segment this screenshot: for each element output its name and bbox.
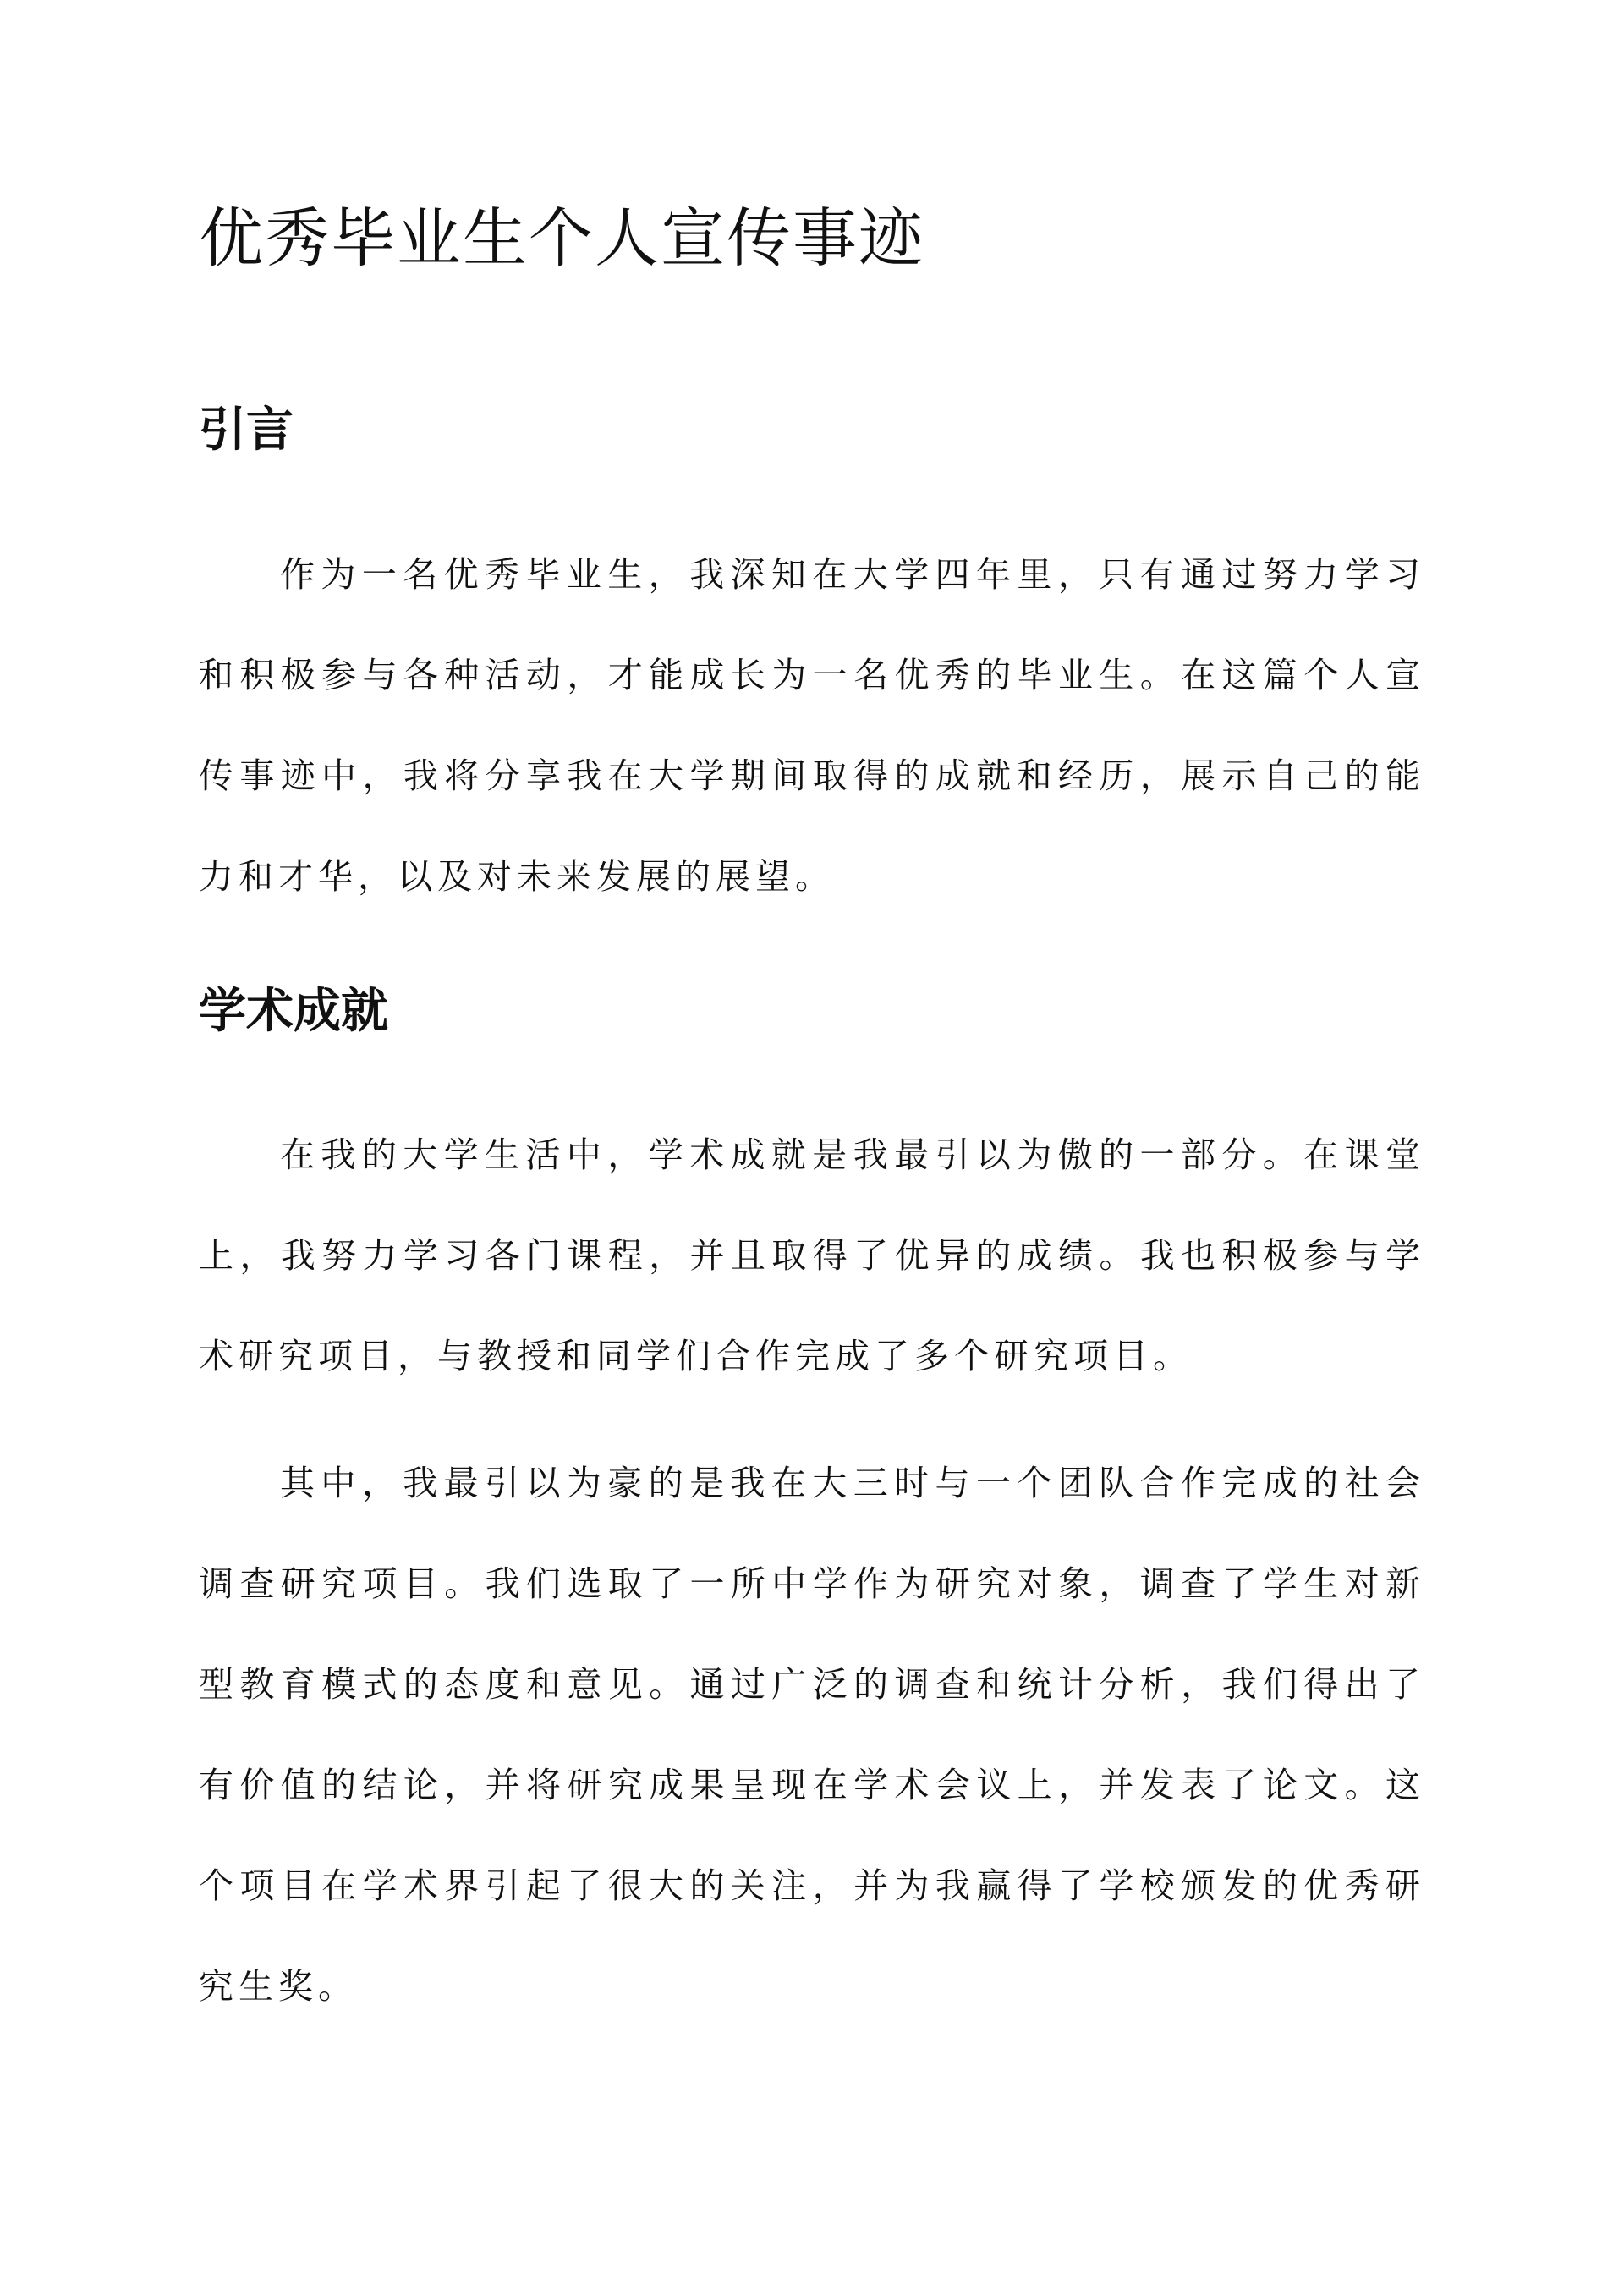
introduction-paragraph: 作为一名优秀毕业生，我深知在大学四年里，只有通过努力学习和积极参与各种活动，才能成长为一名优秀的毕业生。在这篇个人宣传事迹中，我将分享我在大学期间取得的成就和经历，展示自己的能力和才华，以及对未来发展的展望。	[199, 554, 1425, 897]
academic-achievements-heading: 学术成就	[199, 983, 388, 1039]
academic-achievements-paragraph-1: 在我的大学生活中，学术成就是我最引以为傲的一部分。在课堂上，我努力学习各门课程，并且取得了优异的成绩。我也积极参与学术研究项目，与教授和同学们合作完成了多个研究项目。	[199, 1134, 1425, 1376]
introduction-heading: 引言	[199, 402, 294, 458]
document-title: 优秀毕业生个人宣传事迹	[199, 200, 924, 276]
academic-achievements-paragraph-2: 其中，我最引以为豪的是我在大三时与一个团队合作完成的社会调查研究项目。我们选取了一所中学作为研究对象，调查了学生对新型教育模式的态度和意见。通过广泛的调查和统计分析，我们得出了有价值的结论，并将研究成果呈现在学术会议上，并发表了论文。这个项目在学术界引起了很大的关注，并为我赢得了学校颁发的优秀研究生奖。	[199, 1463, 1425, 2007]
